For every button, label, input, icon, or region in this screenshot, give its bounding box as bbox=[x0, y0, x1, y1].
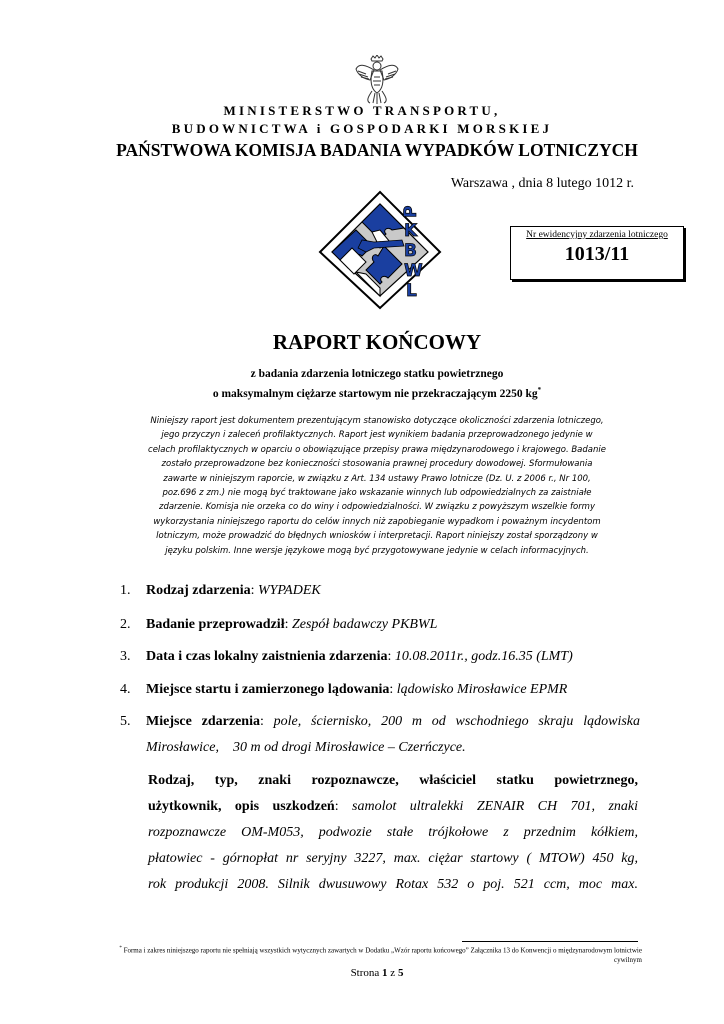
item-label: Miejsce zdarzenia bbox=[146, 714, 260, 729]
registry-label: Nr ewidencyjny zdarzenia lotniczego bbox=[526, 230, 668, 240]
footnote bbox=[118, 944, 642, 965]
footnote-text: Forma i zakres niniejszego raportu nie spełniają wszystkich wytycznych zawartych w Dodatku „Wzór raportu końcowego” Załącznika 13 do Konwencji o międzynarodowym lotnictwie cywilnym bbox=[123, 946, 642, 965]
item-number: 1. bbox=[120, 583, 131, 598]
item-value: Zespół badawczy PKBWL bbox=[291, 617, 438, 632]
item-label: Badanie przeprowadził bbox=[146, 617, 285, 632]
item-number: 2. bbox=[120, 617, 131, 632]
aircraft-value-line-5: rok produkcji 2008. Silnik dwusuwowy Rotax 532 o poj. 521 ccm, moc max. bbox=[148, 877, 638, 892]
logo-letter-w: W bbox=[404, 261, 423, 281]
item-label: Data i czas lokalny zaistnienia zdarzenia bbox=[146, 649, 388, 664]
item-label: Miejsce startu i zamierzonego lądowania bbox=[146, 682, 390, 697]
list-item: 4. Miejsce startu i zamierzonego lądowania: lądowisko Mirosławice EPMR bbox=[120, 677, 640, 703]
aircraft-line-4 bbox=[148, 846, 638, 872]
commission-name: PAŃSTWOWA KOMISJA BADANIA WYPADKÓW LOTNICZYCH bbox=[116, 140, 638, 160]
page-total: 5 bbox=[397, 967, 404, 979]
aircraft-paragraph bbox=[148, 768, 638, 898]
subtitle-line-2-text: o maksymalnym ciężarze startowym nie przekraczającym 2250 kg bbox=[212, 387, 538, 400]
item-5-line-1: Miejsce zdarzenia: pole, ściernisko, 200 m od wschodniego skraju lądowiska bbox=[146, 714, 640, 729]
registry-number: 1013/11 bbox=[564, 243, 630, 265]
registry-box bbox=[510, 226, 684, 280]
aircraft-value-line-4: płatowiec - górnopłat nr seryjny 3227, max. ciężar startowy ( MTOW) 450 kg, bbox=[148, 851, 638, 866]
page-prefix: Strona bbox=[350, 967, 380, 979]
list-item: 3. Data i czas lokalny zaistnienia zdarzenia: 10.08.2011r., godz.16.35 (LMT) bbox=[120, 644, 640, 670]
dateline: Warszawa , dnia 8 lutego 1012 r. bbox=[450, 176, 634, 191]
logo-letter-p: P bbox=[401, 205, 421, 218]
footnote-divider bbox=[462, 941, 638, 942]
disclaimer-paragraph: Niniejszy raport jest dokumentem prezentującym stanowisko dotyczące okoliczności zdarzenia lotniczego, jego przyczyn i zaleceń profilaktycznych. Raport jest wynikiem badania przeprowadzonego jedynie w celach profilaktycznych w oparciu o obowiązujące przepisy prawa międzynarodowego i krajowego. Badanie zostało przeprowadzone bez konieczności stosowania prawnej procedury dowodowej. Sformułowania zawarte w niniejszym raporcie, w związku z Art. 134 ustawy Prawo lotnicze (Dz. U. z 2006 r., Nr 100, poz.696 z zm.) nie mogą być traktowane jako wskazanie winnych lub odpowiedzialnych za zaistniałe zdarzenie. Komisja nie orzeka co do winy i odpowiedzialności. W związku z powyższym wszelkie formy wykorzystania niniejszego raportu do celów innych niż zapobieganie wypadkom i poważnym incydentom lotniczym, może prowadzić do błędnych wniosków i interpretacji. Raport niniejszy został sporządzony w języku polskim. Inne wersje językowe mogą być przygotowywane jedynie w celach informacyjnych. bbox=[148, 416, 606, 556]
aircraft-value-line-2: samolot ultralekki ZENAIR CH 701, znaki bbox=[352, 799, 638, 814]
eagle-emblem-icon bbox=[354, 55, 400, 105]
subtitle-footnote-mark: * bbox=[537, 386, 542, 394]
item-value-line-1: pole, ściernisko, 200 m od wschodniego skraju lądowiska bbox=[273, 714, 640, 729]
item-value: 10.08.2011r., godz.16.35 (LMT) bbox=[394, 649, 573, 664]
logo-letter-l: L bbox=[406, 281, 417, 301]
item-5-line-2 bbox=[146, 735, 640, 761]
aircraft-label-line-2: użytkownik, opis uszkodzeń bbox=[148, 799, 335, 814]
pkbwl-logo bbox=[318, 190, 448, 310]
item-value-line-2: Mirosławice, 30 m od drogi Mirosławice – Czerńczyce. bbox=[146, 740, 466, 755]
aircraft-line-1 bbox=[148, 768, 638, 794]
subtitle-line-2 bbox=[0, 382, 724, 402]
aircraft-line-5 bbox=[148, 872, 638, 898]
report-subtitle bbox=[0, 366, 724, 402]
item-label: Rodzaj zdarzenia bbox=[146, 583, 251, 598]
list-item: 2. Badanie przeprowadził: Zespół badawczy PKBWL bbox=[120, 612, 640, 638]
ministry-line-1: MINISTERSTWO TRANSPORTU, bbox=[223, 103, 501, 118]
logo-letter-b: B bbox=[404, 241, 417, 261]
page-current: 1 bbox=[382, 967, 388, 979]
logo-letter-k: K bbox=[404, 221, 418, 241]
item-value: WYPADEK bbox=[257, 583, 321, 598]
item-number: 3. bbox=[120, 649, 131, 664]
aircraft-value-line-3: rozpoznawcze OM-M053, podwozie stałe trójkołowe z przednim kółkiem, bbox=[148, 825, 638, 840]
report-title: RAPORT KOŃCOWY bbox=[272, 330, 482, 354]
item-value: lądowisko Mirosławice EPMR bbox=[396, 682, 568, 697]
item-number: 5. bbox=[120, 714, 131, 729]
aircraft-line-3 bbox=[148, 820, 638, 846]
page-sep: z bbox=[390, 967, 396, 979]
aircraft-label-line-1: Rodzaj, typ, znaki rozpoznawcze, właściciel statku powietrznego, bbox=[148, 773, 638, 788]
item-number: 4. bbox=[120, 682, 131, 697]
list-item: 1. Rodzaj zdarzenia: WYPADEK bbox=[120, 578, 640, 604]
page-number bbox=[0, 967, 724, 979]
footnote-mark: * bbox=[119, 946, 122, 951]
list-item bbox=[120, 709, 640, 761]
ministry-line-2: BUDOWNICTWA i GOSPODARKI MORSKIEJ bbox=[171, 121, 553, 136]
aircraft-line-2: użytkownik, opis uszkodzeń: samolot ultralekki ZENAIR CH 701, znaki bbox=[148, 799, 638, 814]
subtitle-line-1: z badania zdarzenia lotniczego statku powietrznego bbox=[250, 368, 504, 380]
